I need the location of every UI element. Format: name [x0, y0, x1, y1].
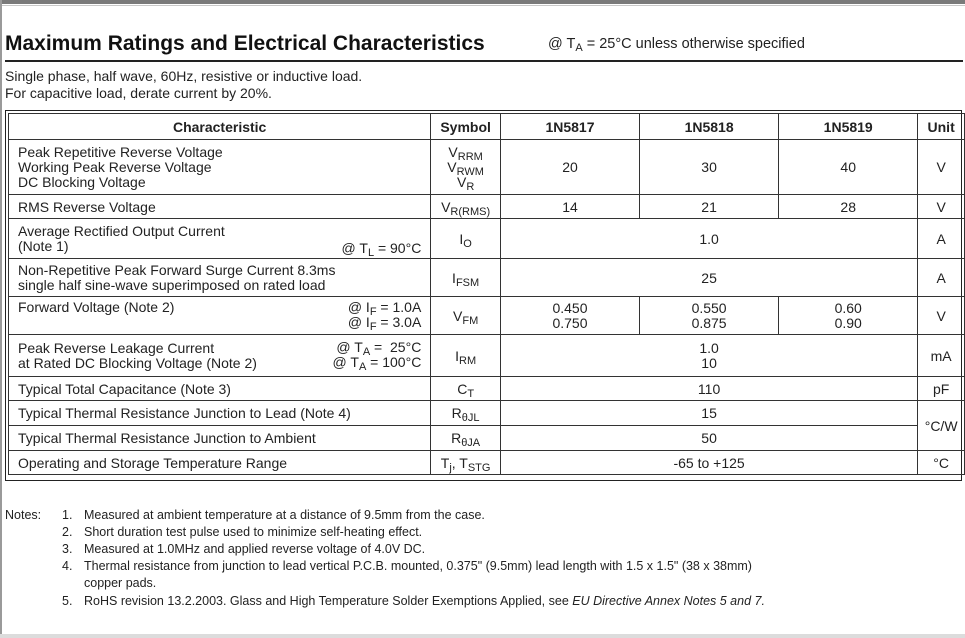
fwd-1n5819 — [779, 297, 918, 335]
note-number: 2. — [62, 525, 73, 539]
header-1n5817: 1N5817 — [500, 114, 639, 140]
leak-unit: mA — [918, 335, 965, 377]
avg-condition: @ $T_L = 90^\circ C$ — [341, 240, 422, 259]
fwd-symbol: $V_{FM}$ — [431, 297, 501, 335]
avg-current-characteristic — [9, 219, 431, 259]
fwd-voltage-characteristic — [9, 297, 431, 335]
peak-1n5819: 40 — [779, 140, 918, 195]
rms-characteristic: RMS Reverse Voltage — [9, 195, 431, 219]
note-item — [62, 542, 425, 556]
note-item — [62, 594, 765, 608]
note-number: 5. — [62, 594, 73, 608]
note-text: Thermal resistance from junction to lead vertical P.C.B. mounted, 0.375" (9.5mm) lead length with 1.5 x 1.5" (38 x 38mm) — [84, 559, 752, 573]
notes-label: Notes: — [5, 508, 42, 522]
note-item — [62, 508, 485, 522]
peak-char-line-3: DC Blocking Voltage — [18, 173, 146, 190]
surge-char-line-1: Non-Repetitive Peak Forward Surge Current 8.3ms — [18, 261, 336, 278]
fwd-1n5817-a: 0.450 — [552, 299, 588, 316]
surge-value: 25 — [500, 259, 917, 297]
left-border — [0, 0, 2, 638]
temp-unit: °C — [918, 451, 965, 475]
peak-voltage-symbol: $V_{RRM}$ $V_{RWM}$ $V_R$ — [431, 140, 501, 195]
note-reference: EU Directive Annex Notes 5 and 7. — [572, 594, 765, 608]
fwd-1n5818 — [640, 297, 779, 335]
cap-value: 110 — [500, 377, 917, 401]
note-number: 3. — [62, 542, 73, 556]
surge-unit: A — [918, 259, 965, 297]
temp-symbol: $T_j$, $T_{STG}$ — [431, 451, 501, 475]
rja-symbol: $R_{\theta JA}$ — [431, 426, 501, 451]
peak-unit: V — [918, 140, 965, 195]
fwd-1n5818-a: 0.550 — [691, 299, 727, 316]
leak-value — [500, 335, 917, 377]
fwd-1n5817-b: 0.750 — [552, 314, 588, 331]
note-number: 1. — [62, 508, 73, 522]
table-row — [9, 140, 965, 195]
note-text: Measured at ambient temperature at a distance of 9.5mm from the case. — [84, 508, 485, 522]
rms-symbol: $V_{R(RMS)}$ — [431, 195, 501, 219]
header-unit: Unit — [918, 114, 965, 140]
note-item — [62, 559, 752, 590]
rms-unit: V — [918, 195, 965, 219]
cap-symbol: $C_T$ — [431, 377, 501, 401]
leak-value-1: 1.0 — [699, 339, 719, 356]
surge-char-line-2: single half sine-wave superimposed on rated load — [18, 276, 326, 293]
table-row — [9, 219, 965, 259]
header-1n5818: 1N5818 — [640, 114, 779, 140]
header-1n5819: 1N5819 — [779, 114, 918, 140]
condition-note: @ $T_A = 25^\circ C$ unless otherwise specified — [548, 36, 805, 54]
fwd-1n5817 — [500, 297, 639, 335]
table-row — [9, 451, 965, 475]
peak-1n5818: 30 — [640, 140, 779, 195]
note-text: RoHS revision 13.2.2003. Glass and High Temperature Solder Exemptions Applied, see — [84, 594, 573, 608]
rjl-value: 15 — [500, 401, 917, 426]
peak-char-line-1: Peak Repetitive Reverse Voltage — [18, 143, 223, 160]
thermal-unit: °C/W — [918, 401, 965, 451]
table-row — [9, 401, 965, 426]
description-line-1: Single phase, half wave, 60Hz, resistive or inductive load. — [5, 68, 363, 84]
cap-unit: pF — [918, 377, 965, 401]
bottom-border — [0, 634, 965, 638]
temp-value: -65 to +125 — [500, 451, 917, 475]
leak-char-line-2: at Rated DC Blocking Voltage (Note 2) — [18, 354, 257, 371]
fwd-condition: @ $I_F = 1.0A$ @ $I_F = 3.0A$ — [347, 299, 422, 333]
table-row — [9, 426, 965, 451]
note-text: Measured at 1.0MHz and applied reverse voltage of 4.0V DC. — [84, 542, 426, 556]
peak-char-line-2: Working Peak Reverse Voltage — [18, 158, 212, 175]
surge-symbol: $I_{FSM}$ — [431, 259, 501, 297]
fwd-1n5819-a: 0.60 — [834, 299, 862, 316]
leak-char-line-1: Peak Reverse Leakage Current — [18, 339, 215, 356]
ratings-table — [8, 113, 965, 475]
rja-value: 50 — [500, 426, 917, 451]
avg-unit: A — [918, 219, 965, 259]
fwd-char-line: Forward Voltage (Note 2) — [18, 299, 175, 315]
avg-char-line-1: Average Rectified Output Current — [18, 222, 225, 239]
surge-characteristic — [9, 259, 431, 297]
avg-char-line-2: (Note 1) — [18, 237, 69, 254]
avg-symbol: $I_O$ — [431, 219, 501, 259]
temp-characteristic: Operating and Storage Temperature Range — [9, 451, 431, 475]
capacitance-characteristic: Typical Total Capacitance (Note 3) — [9, 377, 431, 401]
header-characteristic: Characteristic — [9, 114, 431, 140]
rjl-symbol: $R_{\theta JL}$ — [431, 401, 501, 426]
top-border-shadow — [0, 5, 965, 6]
leak-condition: @ $T_A = 25^\circ C$ @ $T_A = 100^\circ C$ — [332, 339, 422, 373]
rjl-characteristic: Typical Thermal Resistance Junction to Lead (Note 4) — [9, 401, 431, 426]
description-line-2: For capacitive load, derate current by 20%. — [5, 85, 272, 101]
note-text-continued: copper pads. — [84, 576, 157, 590]
rms-1n5817: 14 — [500, 195, 639, 219]
note-number: 4. — [62, 559, 73, 573]
table-header-row — [9, 114, 965, 140]
fwd-1n5818-b: 0.875 — [691, 314, 727, 331]
peak-voltage-characteristic — [9, 140, 431, 195]
fwd-unit: V — [918, 297, 965, 335]
top-border — [0, 0, 965, 4]
title-rule — [5, 60, 963, 62]
rja-characteristic: Typical Thermal Resistance Junction to Ambient — [9, 426, 431, 451]
avg-value: 1.0 — [500, 219, 917, 259]
table-row — [9, 335, 965, 377]
page-title: Maximum Ratings and Electrical Characteristics — [5, 32, 485, 55]
table-row — [9, 259, 965, 297]
table-row — [9, 297, 965, 335]
leak-value-2: 10 — [701, 354, 717, 371]
table-row — [9, 195, 965, 219]
leak-symbol: $I_{RM}$ — [431, 335, 501, 377]
rms-1n5819: 28 — [779, 195, 918, 219]
fwd-1n5819-b: 0.90 — [834, 314, 862, 331]
header-symbol: Symbol — [431, 114, 501, 140]
note-text: Short duration test pulse used to minimize self-heating effect. — [84, 525, 423, 539]
note-item — [62, 525, 422, 539]
peak-1n5817: 20 — [500, 140, 639, 195]
leakage-characteristic — [9, 335, 431, 377]
rms-1n5818: 21 — [640, 195, 779, 219]
table-row — [9, 377, 965, 401]
